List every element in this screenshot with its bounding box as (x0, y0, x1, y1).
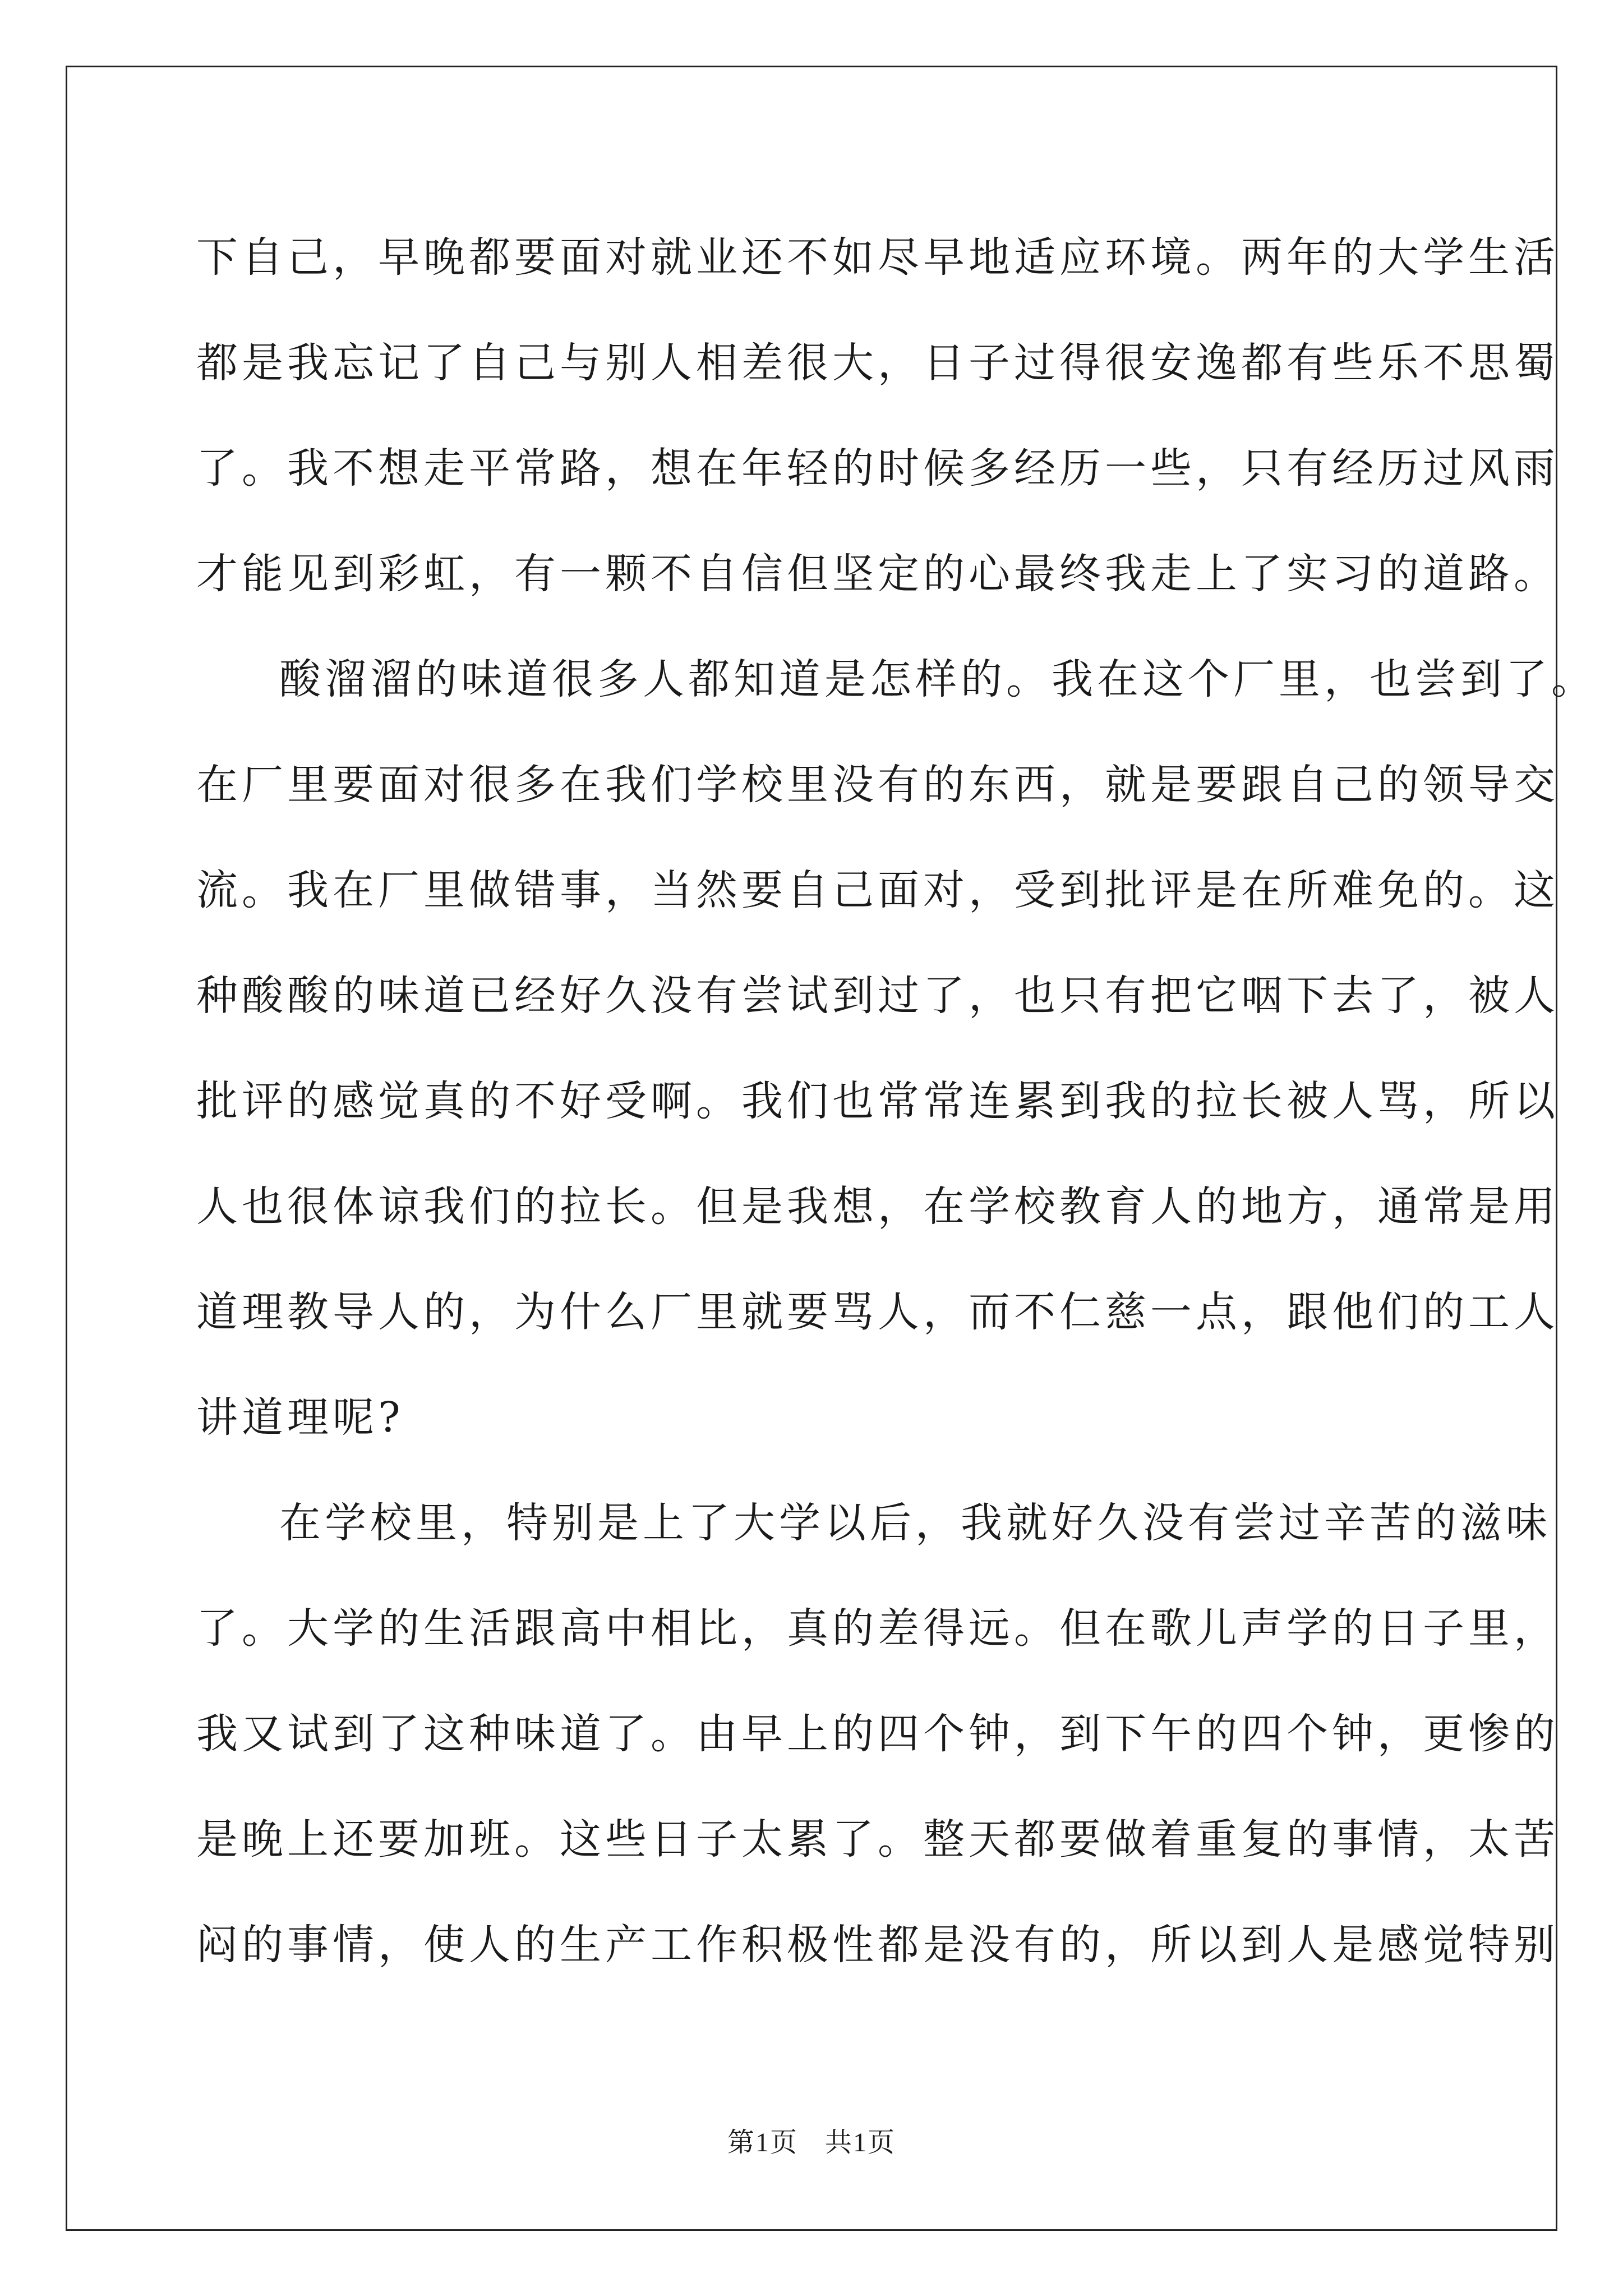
text-line: 种酸酸的味道已经好久没有尝试到过了，也只有把它咽下去了，被人 (196, 972, 1559, 1020)
text-line: 道理教导人的，为什么厂里就要骂人，而不仁慈一点，跟他们的工人 (196, 1288, 1559, 1336)
page-total: 共1页 (825, 2128, 896, 2157)
document-body (196, 205, 1597, 1998)
text-line: 都是我忘记了自己与别人相差很大，日子过得很安逸都有些乐不思蜀 (196, 339, 1559, 387)
text-line: 人也很体谅我们的拉长。但是我想，在学校教育人的地方，通常是用 (196, 1182, 1559, 1231)
text-line: 是晚上还要加班。这些日子太累了。整天都要做着重复的事情，太苦 (196, 1815, 1559, 1864)
text-line: 我又试到了这种味道了。由早上的四个钟，到下午的四个钟，更惨的 (196, 1710, 1559, 1758)
paragraph-start-line: 在学校里，特别是上了大学以后，我就好久没有尝过辛苦的滋味 (279, 1499, 1551, 1547)
text-line: 在厂里要面对很多在我们学校里没有的东西，就是要跟自己的领导交 (196, 761, 1559, 809)
text-line: 闷的事情，使人的生产工作积极性都是没有的，所以到人是感觉特别 (196, 1921, 1559, 1969)
text-line: 了。我不想走平常路，想在年轻的时候多经历一些，只有经历过风雨 (196, 444, 1559, 493)
text-line: 流。我在厂里做错事，当然要自己面对，受到批评是在所难免的。这 (196, 866, 1559, 914)
text-line: 下自己，早晚都要面对就业还不如尽早地适应环境。两年的大学生活 (196, 233, 1559, 282)
page-number: 第1页 (727, 2128, 798, 2157)
text-line: 批评的感觉真的不好受啊。我们也常常连累到我的拉长被人骂，所以 (196, 1077, 1559, 1125)
text-line: 讲道理呢? (196, 1393, 404, 1442)
text-line: 才能见到彩虹，有一颗不自信但坚定的心最终我走上了实习的道路。 (196, 550, 1559, 598)
paragraph-start-line: 酸溜溜的味道很多人都知道是怎样的。我在这个厂里，也尝到了。 (279, 655, 1597, 703)
page-footer (0, 2120, 1623, 2159)
text-line: 了。大学的生活跟高中相比，真的差得远。但在歌儿声学的日子里， (196, 1604, 1559, 1653)
